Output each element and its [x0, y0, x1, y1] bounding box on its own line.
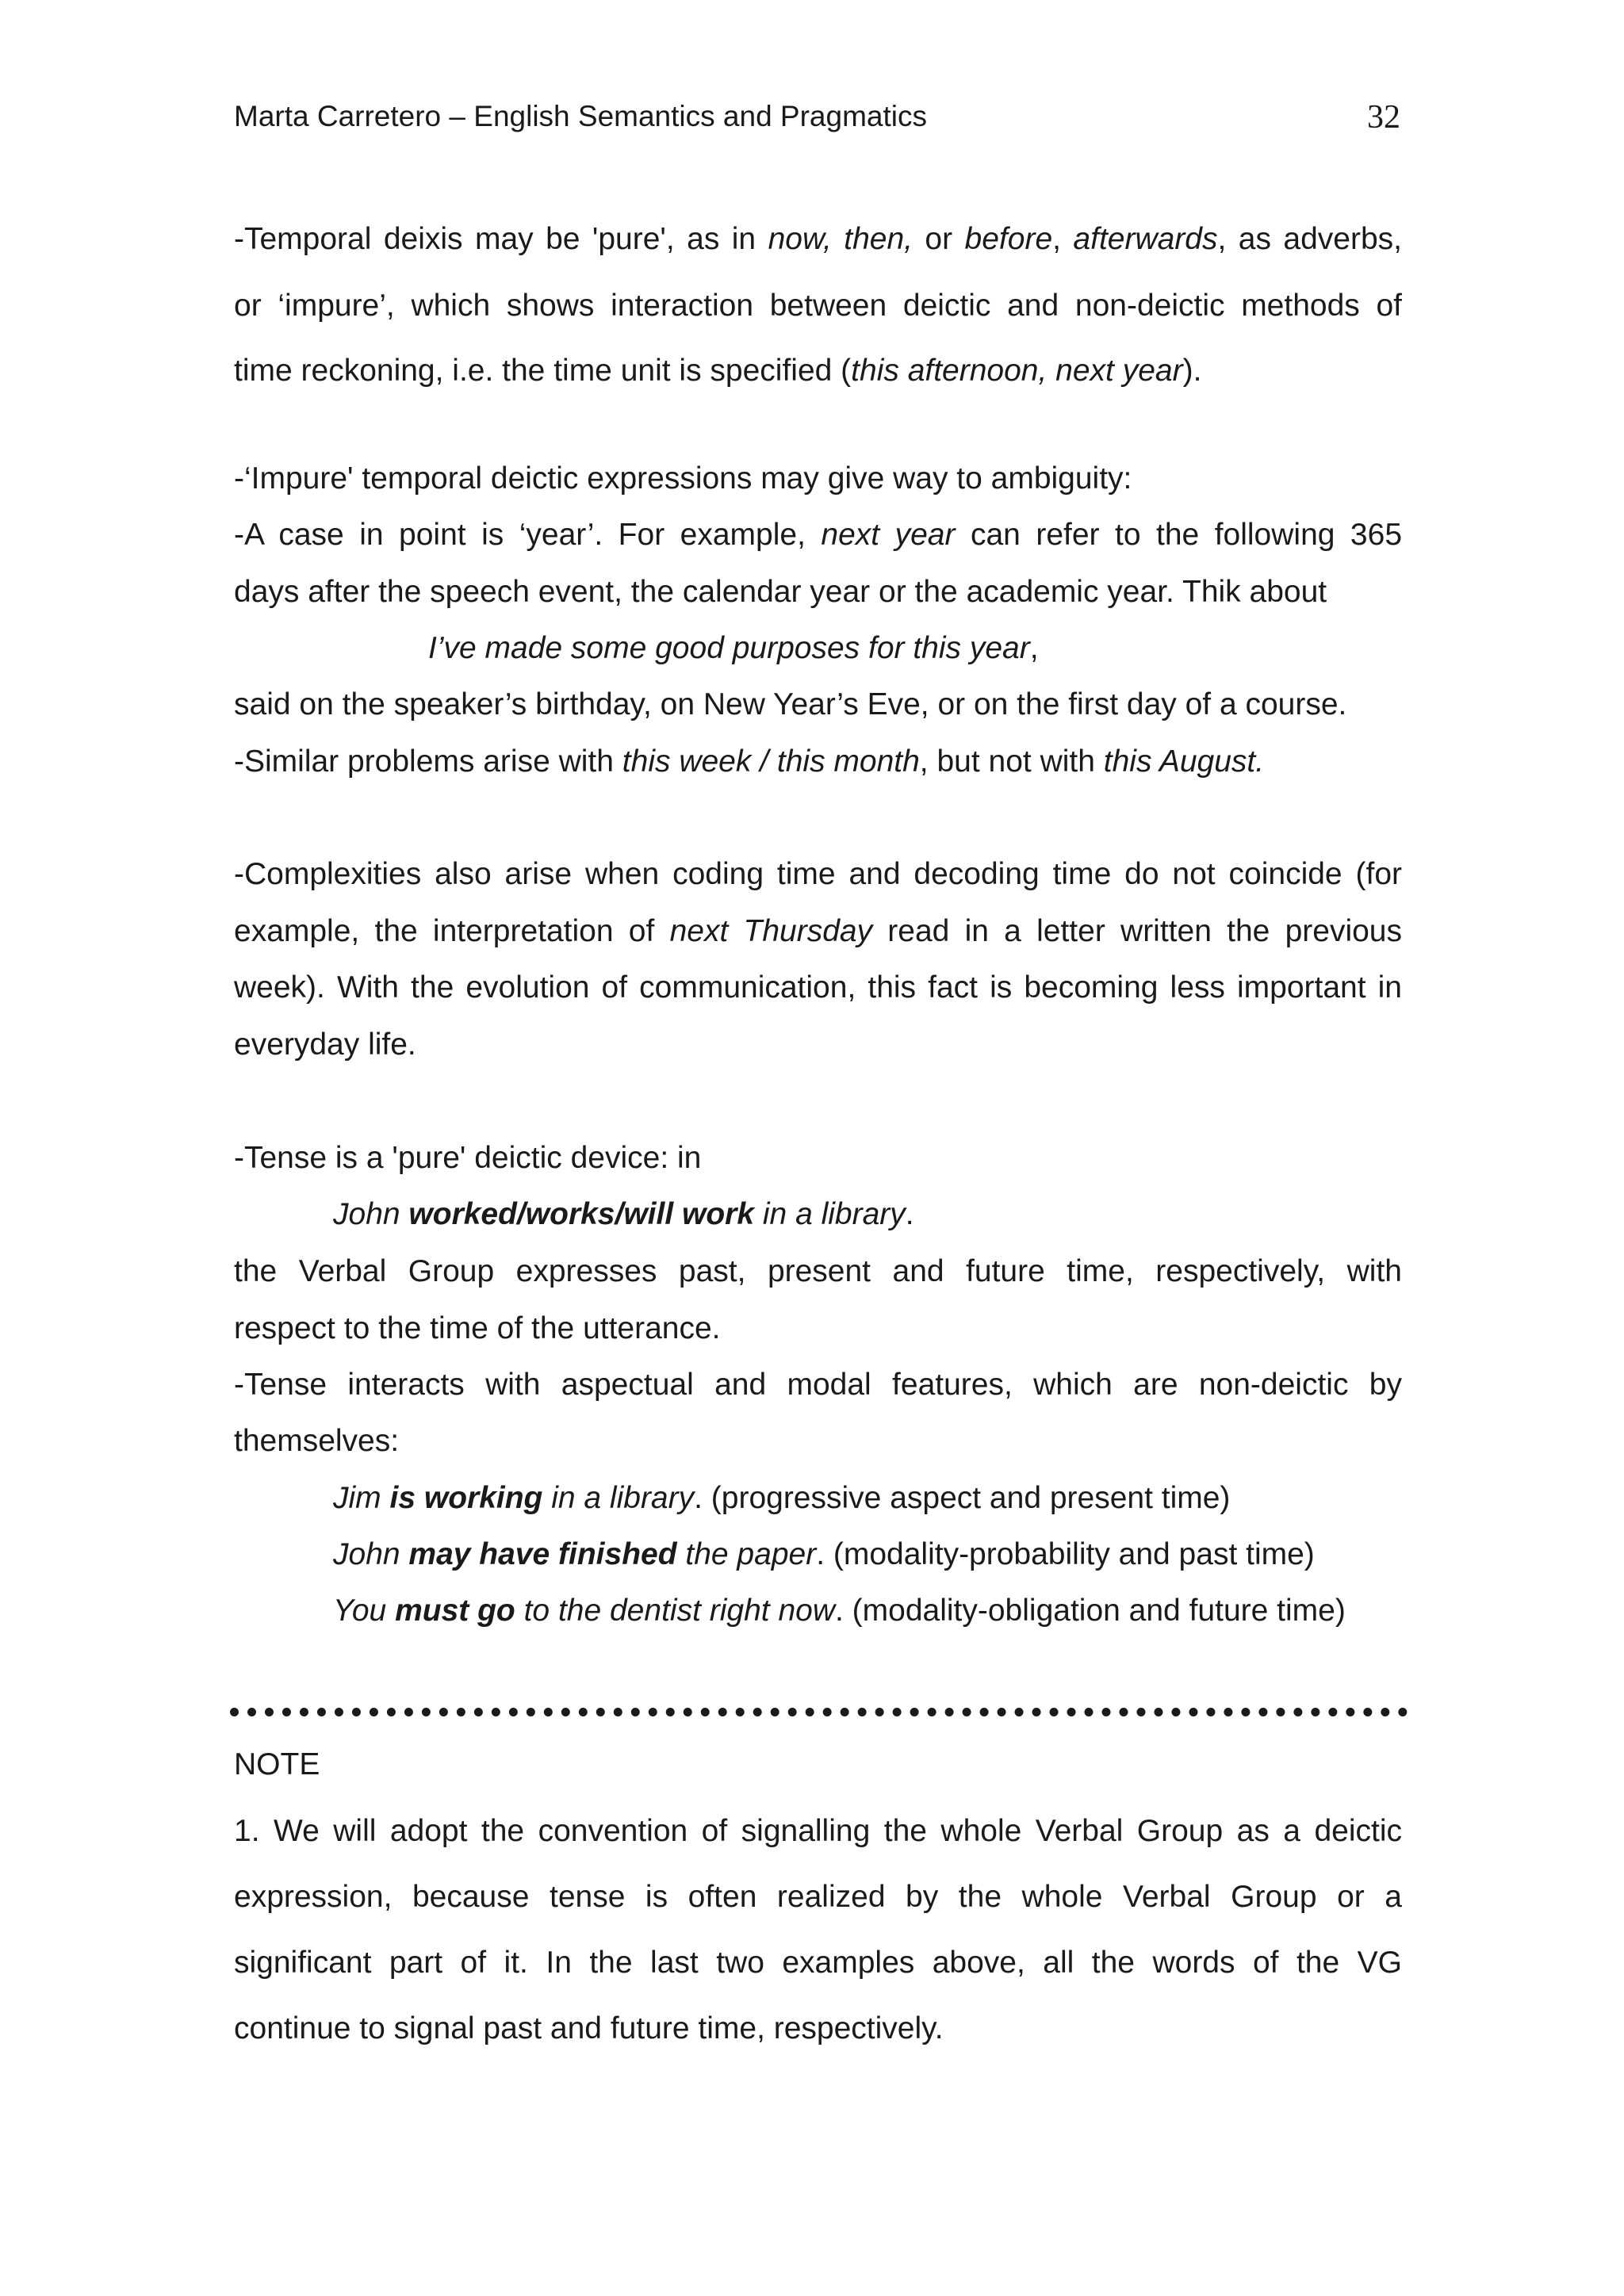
example-sentence-year: I’ve made some good purposes for this year, [428, 631, 1039, 665]
note-line-1: 1. We will adopt the convention of signalling the whole Verbal Group as a deictic [234, 1814, 1402, 1848]
example-sentence-probability: John may have finished the paper. (modality-probability and past time) [333, 1537, 1315, 1571]
paragraph-3-line-4: everyday life. [234, 1027, 416, 1062]
running-header: Marta Carretero – English Semantics and Pragmatics [234, 100, 927, 132]
paragraph-4-line-1: -Tense is a 'pure' deictic device: in [234, 1141, 702, 1175]
example-sentence-obligation: You must go to the dentist right now. (modality-obligation and future time) [333, 1594, 1346, 1628]
dotted-divider [230, 1708, 1408, 1716]
paragraph-1-line-2: or ‘impure’, which shows interaction between deictic and non-deictic methods of [234, 289, 1402, 323]
paragraph-4-line-4: -Tense interacts with aspectual and modal features, which are non-deictic by [234, 1368, 1402, 1402]
note-line-2: expression, because tense is often realized by the whole Verbal Group or a [234, 1880, 1402, 1914]
note-line-4: continue to signal past and future time, respectively. [234, 2011, 944, 2045]
example-sentence-tense: John worked/works/will work in a library. [333, 1197, 914, 1231]
paragraph-3-line-3: week). With the evolution of communication, this fact is becoming less important in [234, 970, 1402, 1004]
note-heading: NOTE [234, 1747, 320, 1781]
paragraph-2-line-5: -Similar problems arise with this week / this month, but not with this August. [234, 744, 1265, 779]
paragraph-2-line-4: said on the speaker’s birthday, on New Year’s Eve, or on the first day of a course. [234, 687, 1347, 721]
paragraph-1-line-3: time reckoning, i.e. the time unit is specified (this afternoon, next year). [234, 354, 1202, 388]
paragraph-3-line-2: example, the interpretation of next Thursday read in a letter written the previous [234, 914, 1402, 948]
paragraph-1-line-1: -Temporal deixis may be 'pure', as in now, then, or before, afterwards, as adverbs, [234, 222, 1402, 256]
paragraph-4-line-5: themselves: [234, 1424, 400, 1458]
page-number: 32 [1367, 99, 1400, 136]
paragraph-2-line-1: -‘Impure' temporal deictic expressions may give way to ambiguity: [234, 461, 1132, 496]
note-line-3: significant part of it. In the last two examples above, all the words of the VG [234, 1946, 1402, 1980]
paragraph-2-line-2: -A case in point is ‘year’. For example, next year can refer to the following 365 [234, 518, 1403, 552]
paragraph-3-line-1: -Complexities also arise when coding time and decoding time do not coincide (for [234, 857, 1402, 891]
paragraph-2-line-3: days after the speech event, the calendar year or the academic year. Thik about [234, 575, 1327, 609]
paragraph-4-line-3: respect to the time of the utterance. [234, 1311, 721, 1345]
paragraph-4-line-2: the Verbal Group expresses past, present and future time, respectively, with [234, 1254, 1402, 1288]
example-sentence-aspect: Jim is working in a library. (progressive aspect and present time) [333, 1481, 1231, 1515]
